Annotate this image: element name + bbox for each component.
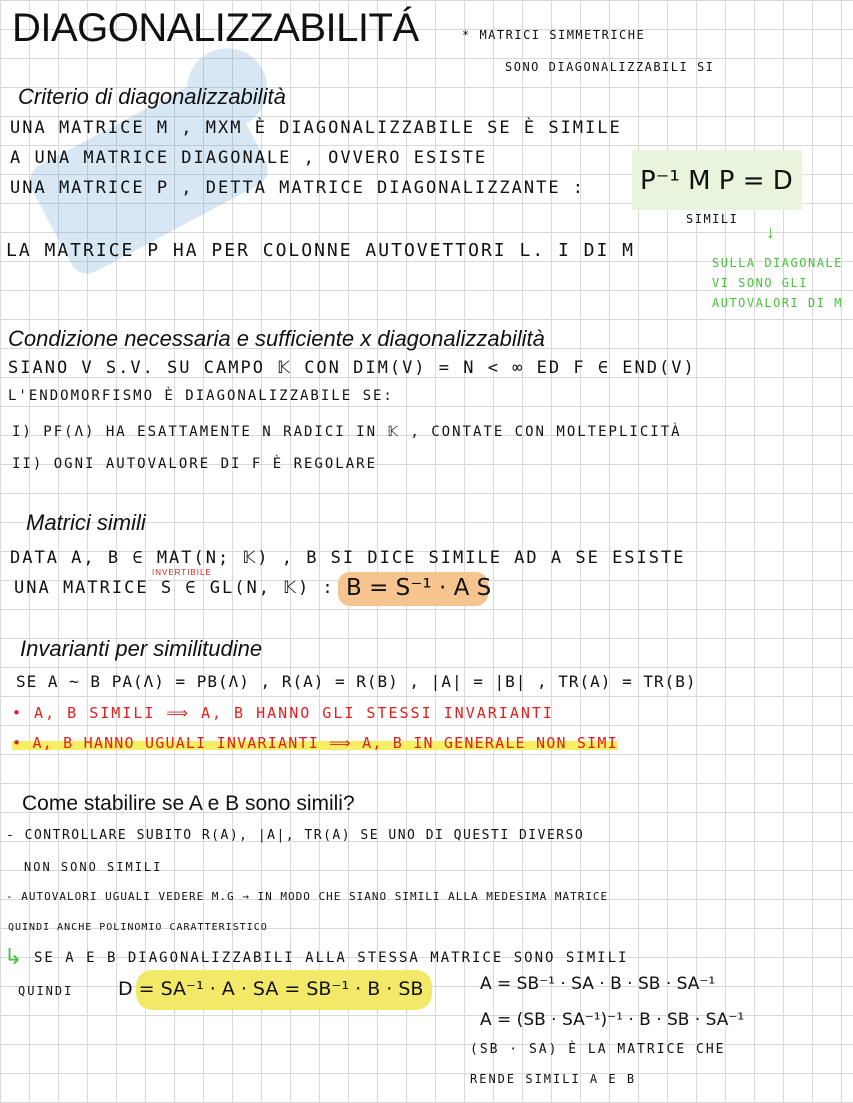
right-formula-2: A = (SB · SA⁻¹)⁻¹ · B · SB · SA⁻¹ [480,1010,745,1030]
criterio-line-4: LA MATRICE P HA PER COLONNE AUTOVETTORI L. I DI M [6,240,636,261]
stabilire-line-5: SE A E B DIAGONALIZZABILI ALLA STESSA MATRICE SONO SIMILI [34,950,629,966]
side-note-line-1: SULLA DIAGONALE [712,256,843,270]
heading-invarianti: Invarianti per similitudine [20,636,263,661]
condizione-line-1: SIANO V S.V. SU CAMPO 𝕂 CON DIM(V) = N < ∞ ED F ∈ END(V) [8,358,696,378]
invarianti-line-3: • A, B HANNO UGUALI INVARIANTI ⟹ A, B IN GENERALE NON SIMI [12,734,618,752]
heading-criterio: Criterio di diagonalizzabilità [18,84,286,109]
heading-condizione: Condizione necessaria e sufficiente x diagonalizzabilità [8,326,545,351]
invertibile-label: INVERTIBILE [152,568,212,577]
condizione-line-2: L'ENDOMORFISMO È DIAGONALIZZABILE SE: [8,388,394,404]
condizione-line-4: II) OGNI AUTOVALORE DI F È REGOLARE [12,456,378,472]
right-formula-1: A = SB⁻¹ · SA · B · SB · SA⁻¹ [480,974,716,994]
diagonalization-formula: P⁻¹ M P = D [640,166,793,196]
title-note-line-1: * MATRICI SIMMETRICHE [462,28,646,42]
arrow-down-icon: ↓ [766,222,775,242]
right-formula-3: (SB · SA) È LA MATRICE CHE [470,1042,726,1057]
right-formula-4: RENDE SIMILI A E B [470,1072,637,1086]
final-formula: D = SA⁻¹ · A · SA = SB⁻¹ · B · SB [118,978,424,1000]
heading-simili: Matrici simili [26,510,146,535]
criterio-line-3: UNA MATRICE P , DETTA MATRICE DIAGONALIZZANTE : [10,178,586,198]
title-note-line-2: SONO DIAGONALIZZABILI SI [505,60,715,74]
similarity-formula: B = S⁻¹ · A S [346,575,492,601]
side-note-line-2: VI SONO GLI [712,276,808,290]
stabilire-line-6: QUINDI [18,984,74,998]
invarianti-line-1: SE A ~ B PA(Λ) = PB(Λ) , R(A) = R(B) , |A| = |B| , TR(A) = TR(B) [16,672,697,691]
side-note-line-3: AUTOVALORI DI M [712,296,843,310]
simili-line-1: DATA A, B ∈ MAT(N; 𝕂) , B SI DICE SIMILE AD A SE ESISTE [10,548,686,568]
criterio-line-1: UNA MATRICE M , MXM È DIAGONALIZZABILE SE È SIMILE [10,118,622,138]
page-title: DIAGONALIZZABILITÁ [12,6,419,50]
condizione-line-3: I) PF(Λ) HA ESATTAMENTE N RADICI IN 𝕂 , CONTATE CON MOLTEPLICITÀ [12,424,682,440]
arrow-right-icon: ↳ [4,944,23,969]
stabilire-line-4: QUINDI ANCHE POLINOMIO CARATTERISTICO [8,922,268,933]
heading-stabilire: Come stabilire se A e B sono simili? [22,792,355,815]
criterio-line-2: A UNA MATRICE DIAGONALE , OVVERO ESISTE [10,148,488,168]
stabilire-line-2: NON SONO SIMILI [24,860,163,874]
invarianti-line-2: • A, B SIMILI ⟹ A, B HANNO GLI STESSI INVARIANTI [12,704,554,722]
stabilire-line-3: - AUTOVALORI UGUALI VEDERE M.G → IN MODO CHE SIANO SIMILI ALLA MEDESIMA MATRICE [6,890,609,903]
simili-line-2: UNA MATRICE S ∈ GL(N, 𝕂) : [14,578,335,598]
formula-label-simili: SIMILI [686,212,739,226]
stabilire-line-1: - CONTROLLARE SUBITO R(A), |A|, TR(A) SE UNO DI QUESTI DIVERSO [6,828,585,843]
